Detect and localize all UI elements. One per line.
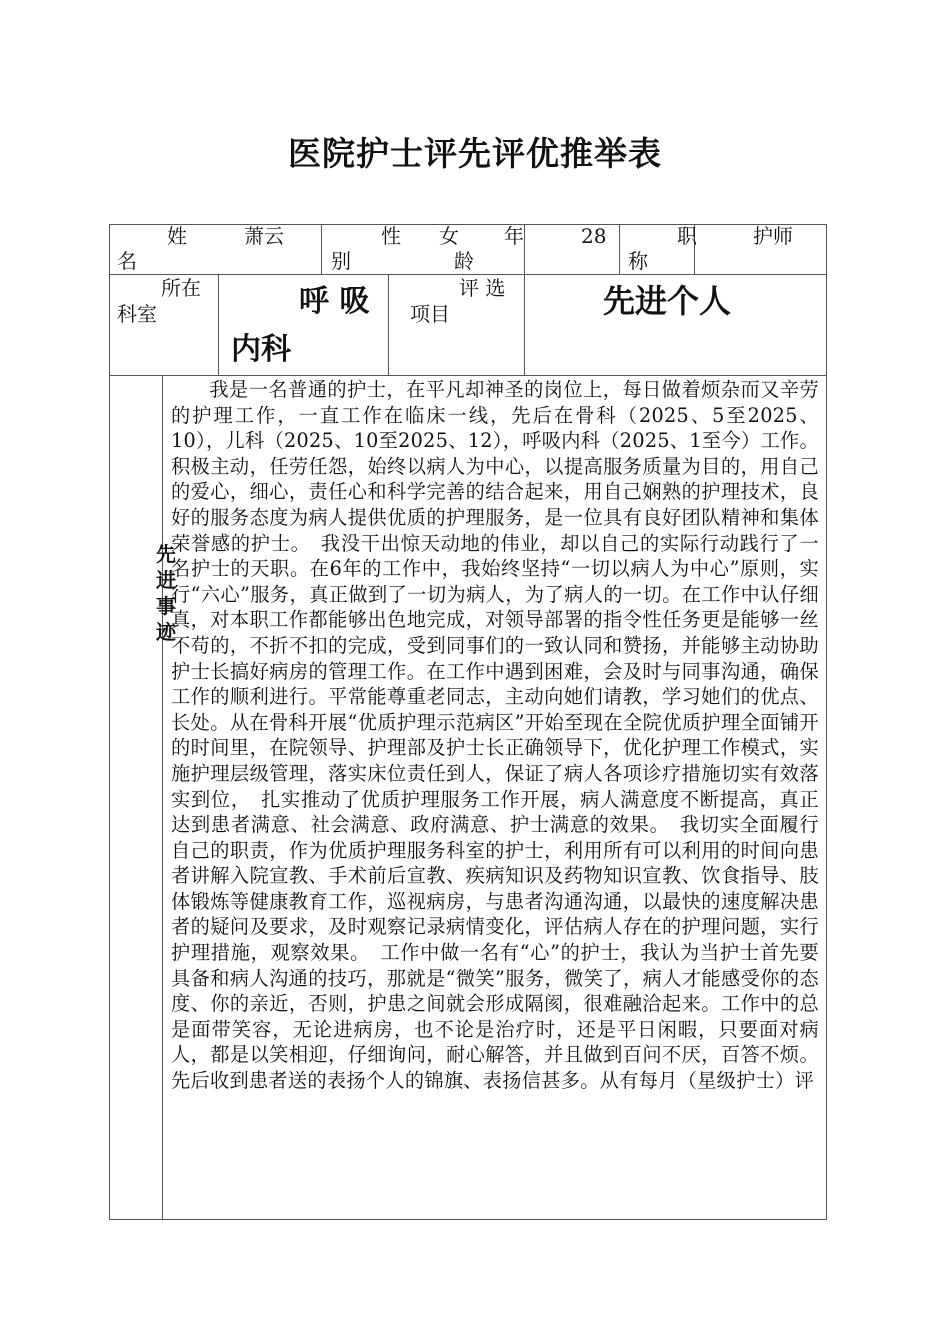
gender-label-part2: 别 (331, 249, 351, 273)
department-label-part1: 所在 (161, 276, 201, 300)
col-divider (619, 224, 620, 275)
department-value-part2: 内科 (231, 332, 291, 367)
selection-item-label-part2: 项目 (410, 302, 450, 326)
col-divider (162, 375, 163, 1220)
col-divider (321, 224, 322, 275)
title-label-part1: 职 (677, 224, 697, 248)
gender-label-part1: 性 (381, 224, 401, 248)
document-title: 医院护士评先评优推举表 (288, 134, 662, 173)
title-label-part2: 称 (628, 249, 648, 273)
title-value: 护师 (753, 224, 793, 248)
age-value: 28 (581, 224, 607, 248)
gender-value: 女 (439, 224, 459, 248)
name-value: 萧云 (244, 224, 284, 248)
border-left (109, 224, 110, 1220)
border-right (826, 224, 827, 1220)
nomination-form (109, 224, 827, 1220)
row-divider-2 (109, 375, 827, 376)
age-label-part1: 年 (504, 224, 524, 248)
col-divider (388, 274, 389, 376)
deeds-text: 我是一名普通的护士，在平凡却神圣的岗位上，每日做着烦杂而又辛劳的护理工作，一直工作在临床一线，先后在骨科（2025、5至2025、10），儿科（2025、10至2025、12），呼吸内科（2025、1至今）工作。积极主动，任劳任怨，始终以病人为中心，以提高服务质量为目的，用自己的爱心，细心，责任心和科学完善的结合起来，用自己娴熟的护理技术，良好的服务态度为病人提供优质的护理服务，是一位具有良好团队精神和集体荣誉感的护士。 我没干出惊天动地的伟业，却以自己的实际行动践行了一名护士的天职。在6年的工作中，我始终坚持“一切以病人为中心”原则，实行“六心”服务，真正做到了一切为病人，为了病人的一切。在工作中认仔细真，对本职工作都能够出色地完成，对领导部署的指令性任务更是能够一丝不苟的，不折不扣的完成，受到同事们的一致认同和赞扬，并能够主动协助护士长搞好病房的管理工作。在工作中遇到困难，会及时与同事沟通，确保工作的顺利进行。平常能尊重老同志，主动向她们请教，学习她们的优点、长处。从在骨科开展“优质护理示范病区”开始至现在全院优质护理全面铺开的时间里，在院领导、护理部及护士长正确领导下，优化护理工作模式，实施护理层级管理，落实床位责任到人，保证了病人各项诊疗措施切实有效落实到位， 扎实推动了优质护理服务工作开展，病人满意度不断提高，真正达到患者满意、社会满意、政府满意、护士满意的效果。 我切实全面履行自己的职责，作为优质护理服务科室的护士，利用所有可以利用的时间向患者讲解入院宣教、手术前后宣教、疾病知识及药物知识宣教、饮食指导、肢体锻炼等健康教育工作，巡视病房，与患者沟通沟通，以最快的速度解决患者的疑问及要求，及时观察记录病情变化，评估病人存在的护理问题，实行护理措施，观察效果。 工作中做一名有“心”的护士，我认为当护士首先要具备和病人沟通的技巧，那就是“微笑”服务，微笑了，病人才能感受你的态度、你的亲近，否则，护患之间就会形成隔阂，很难融洽起来。工作中的总是面带笑容，无论进病房，也不论是治疗时，还是平日闲暇，只要面对病人，都是以笑相迎，仔细询问，耐心解答，并且做到百问不厌，百答不烦。先后收到患者送的表扬个人的锦旗、表扬信甚多。从有每月（星级护士）评 (171, 378, 819, 1093)
selection-item-value: 先进个人 (603, 282, 732, 320)
department-value-part1: 呼 吸 (299, 284, 370, 319)
selection-item-label-part1: 评 选 (459, 276, 506, 300)
col-divider (524, 274, 525, 376)
col-divider (218, 274, 219, 376)
age-label-part2: 龄 (454, 249, 474, 273)
deeds-label: 先进事迹 (156, 542, 176, 644)
col-divider (524, 224, 525, 275)
border-top (109, 224, 827, 225)
row-divider-1 (109, 274, 827, 275)
name-label-part1: 姓 (167, 224, 187, 248)
name-label-part2: 名 (117, 249, 137, 273)
department-label-part2: 科室 (117, 302, 157, 326)
border-bottom (109, 1219, 827, 1220)
